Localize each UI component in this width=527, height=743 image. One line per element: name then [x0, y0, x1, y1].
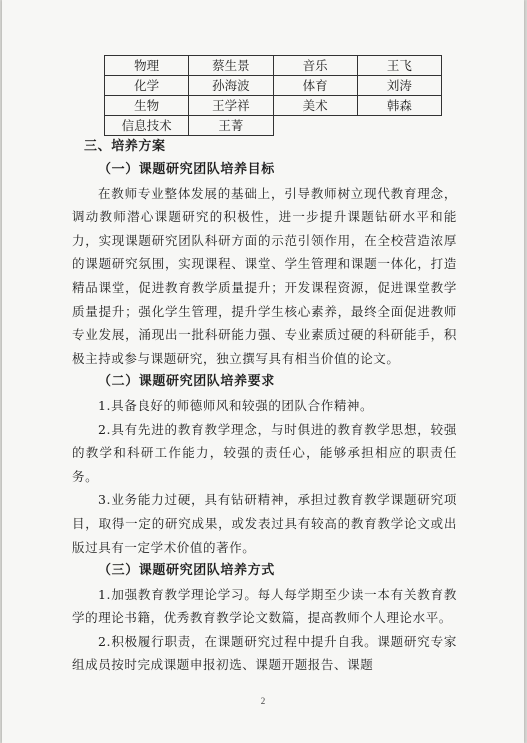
table-cell: 信息技术: [105, 116, 189, 136]
list-item: 2.积极履行职责，在课题研究过程中提升自我。课题研究专家组成员按时完成课题申报初选、课题开题报告、课题: [72, 633, 457, 673]
table-cell-empty: [273, 116, 357, 136]
page-content: [72, 55, 457, 677]
subsection-title: （一）课题研究团队培养目标: [98, 162, 275, 177]
table-cell: 化学: [105, 76, 189, 96]
table-cell: 物理: [105, 56, 189, 76]
table-cell: 体育: [273, 76, 357, 96]
table-row: [105, 116, 442, 136]
staff-table: [104, 55, 442, 136]
table-cell: 孙海波: [189, 76, 273, 96]
subsection-title: （二）课题研究团队培养要求: [98, 374, 275, 390]
table-cell: 音乐: [273, 56, 357, 76]
table-cell: 美术: [273, 96, 357, 116]
list-item: 1.加强教育教学理论学习。每人每学期至少读一本有关教育教学的理论书籍，优秀教育教学论文数篇，提高教师个人理论水平。: [72, 586, 457, 626]
list-item: 3.业务能力过硬，具有钻研精神，承担过教育教学课题研究项目，取得一定的研究成果，或发表过具有较高的教育教学论文或出版过具有一定学术价值的著作。: [72, 492, 457, 555]
subsection-title: （三）课题研究团队培养方式: [98, 563, 275, 579]
table-cell: 生物: [105, 96, 189, 116]
table-row: [105, 96, 442, 116]
table-cell: 王菁: [189, 116, 273, 136]
page-number: 2: [260, 696, 266, 706]
list-item: 1.具备良好的师德师风和较强的团队合作精神。: [98, 397, 374, 413]
table-cell: 蔡生景: [189, 56, 273, 76]
table-row: [105, 76, 442, 96]
list-item: 2.具有先进的教育教学理念，与时俱进的教育教学思想，较强的教学和科研工作能力，较强的责任心，能够承担相应的职责任务。: [72, 421, 457, 484]
table-row: [105, 56, 442, 76]
table-cell: 韩森: [357, 96, 441, 116]
table-cell-empty: [357, 116, 441, 136]
table-cell: 刘涛: [357, 76, 441, 96]
table-cell: 王学祥: [189, 96, 273, 116]
table-cell: 王飞: [357, 56, 441, 76]
section-title: 三、培养方案: [84, 139, 166, 154]
document-page: [2, 0, 524, 743]
body-paragraph: 在教师专业整体发展的基础上，引导教师树立现代教育理念，调动教师潜心课题研究的积极性，进一步提升课题钻研水平和能力，实现课题研究团队科研方面的示范引领作用，在全校营造浓厚的课题研究氛围，实现课程、课堂、学生管理和课题一体化，打造精品课堂，促进教育教学质量提升；开发课程资源，促进课堂教学质量提升；强化学生管理，提升学生核心素养，最终全面促进教师专业发展，涌现出一批科研能力强、专业素质过硬的科研能手，积极主持或参与课题研究，独立撰写具有相当价值的论文。: [72, 185, 457, 366]
